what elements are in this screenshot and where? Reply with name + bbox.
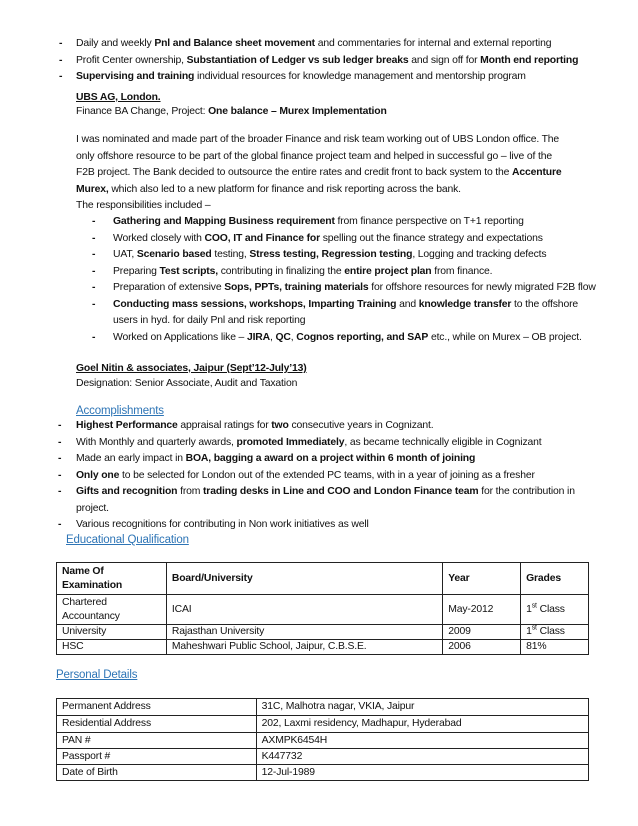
table-row xyxy=(57,640,589,655)
accomplishment-item: - Made an early impact in BOA, bagging a award on a project within 6 month of joining xyxy=(76,451,596,468)
personal-details-table xyxy=(56,698,589,781)
responsibility-item: - Worked closely with COO, IT and Finance for spelling out the finance strategy and expectations xyxy=(113,231,598,248)
accomplishment-item: - Various recognitions for contributing in Non work initiatives as well xyxy=(76,517,596,534)
ubs-description: I was nominated and made part of the broader Finance and risk team working out of UBS London office. The only offshore resource to be part of the global finance project team and helped in successful go – live of the F2B project. The Bank decided to outsource the entire rates and credit front to back system to the Accenture Murex, which also led to a new platform for finance and risk reporting across the bank. xyxy=(76,134,562,195)
table-cell: 2009 xyxy=(443,625,521,640)
responsibility-item: - Conducting mass sessions, workshops, Imparting Training and knowledge transfer to the offshore users in hyd. for daily Pnl and risk reporting xyxy=(113,297,598,330)
work-bullet: - Supervising and training individual resources for knowledge management and mentorship program xyxy=(76,69,616,86)
table-row xyxy=(57,625,589,640)
personal-details-heading: Personal Details xyxy=(56,669,138,681)
table-row xyxy=(57,765,589,781)
table-cell: Chartered Accountancy xyxy=(57,595,167,625)
responsibility-item: - Preparation of extensive Sops, PPTs, training materials for offshore resources for newly migrated F2B flow xyxy=(113,280,598,297)
table-row xyxy=(57,749,589,765)
ubs-project: Finance BA Change, Project: One balance – Murex Implementation xyxy=(76,106,387,117)
accomplishment-item: - Highest Performance appraisal ratings for two consecutive years in Cognizant. xyxy=(76,418,596,435)
table-cell: K447732 xyxy=(256,749,588,765)
table-header-cell: Grades xyxy=(521,563,589,595)
ubs-employer-title: UBS AG, London. xyxy=(76,92,161,103)
table-cell: 1st Class xyxy=(521,595,589,625)
table-header-row xyxy=(57,563,589,595)
table-cell: HSC xyxy=(57,640,167,655)
table-cell: Permanent Address xyxy=(57,699,257,716)
work-bullets xyxy=(76,36,616,86)
table-header-cell: Name Of Examination xyxy=(57,563,167,595)
table-cell: AXMPK6454H xyxy=(256,733,588,749)
table-row xyxy=(57,699,589,716)
table-cell: Residential Address xyxy=(57,716,257,733)
responsibility-item: - Preparing Test scripts, contributing in finalizing the entire project plan from finance. xyxy=(113,264,598,281)
table-cell: 202, Laxmi residency, Madhapur, Hyderabad xyxy=(256,716,588,733)
table-row xyxy=(57,716,589,733)
table-cell: May-2012 xyxy=(443,595,521,625)
goel-designation: Designation: Senior Associate, Audit and Taxation xyxy=(76,378,298,389)
responsibility-item: - Gathering and Mapping Business requirement from finance perspective on T+1 reporting xyxy=(113,214,598,231)
accomplishment-item: - Gifts and recognition from trading desks in Line and COO and London Finance team for the contribution in project. xyxy=(76,484,596,517)
table-cell: 12-Jul-1989 xyxy=(256,765,588,781)
table-cell: Rajasthan University xyxy=(166,625,442,640)
accomplishment-item: - Only one to be selected for London out of the extended PC teams, with in a year of joining as a fresher xyxy=(76,468,596,485)
table-row xyxy=(57,595,589,625)
accomplishments-list xyxy=(76,418,596,534)
work-bullet: - Profit Center ownership, Substantiation of Ledger vs sub ledger breaks and sign off for Month end reporting xyxy=(76,53,616,70)
table-cell: 1st Class xyxy=(521,625,589,640)
education-table xyxy=(56,562,589,655)
work-bullet: - Daily and weekly Pnl and Balance sheet movement and commentaries for internal and external reporting xyxy=(76,36,616,53)
table-cell: 31C, Malhotra nagar, VKIA, Jaipur xyxy=(256,699,588,716)
accomplishments-heading: Accomplishments xyxy=(76,405,164,417)
table-cell: ICAI xyxy=(166,595,442,625)
table-cell: Date of Birth xyxy=(57,765,257,781)
responsibility-item: - UAT, Scenario based testing, Stress testing, Regression testing, Logging and tracking defects xyxy=(113,247,598,264)
table-cell: Passport # xyxy=(57,749,257,765)
table-row xyxy=(57,733,589,749)
goel-employer-title: Goel Nitin & associates, Jaipur (Sept’12-July’13) xyxy=(76,363,307,374)
table-header-cell: Board/University xyxy=(166,563,442,595)
table-cell: 2006 xyxy=(443,640,521,655)
table-cell: 81% xyxy=(521,640,589,655)
accomplishment-item: - With Monthly and quarterly awards, promoted Immediately, as became technically eligible in Cognizant xyxy=(76,435,596,452)
responsibilities-list xyxy=(113,214,598,346)
table-cell: University xyxy=(57,625,167,640)
education-heading: Educational Qualification xyxy=(66,534,189,546)
responsibility-item: - Worked on Applications like – JIRA, QC, Cognos reporting, and SAP etc., while on Murex – OB project. xyxy=(113,330,598,347)
table-cell: PAN # xyxy=(57,733,257,749)
responsibilities-heading: The responsibilities included – xyxy=(76,200,211,211)
table-cell: Maheshwari Public School, Jaipur, C.B.S.E. xyxy=(166,640,442,655)
table-header-cell: Year xyxy=(443,563,521,595)
